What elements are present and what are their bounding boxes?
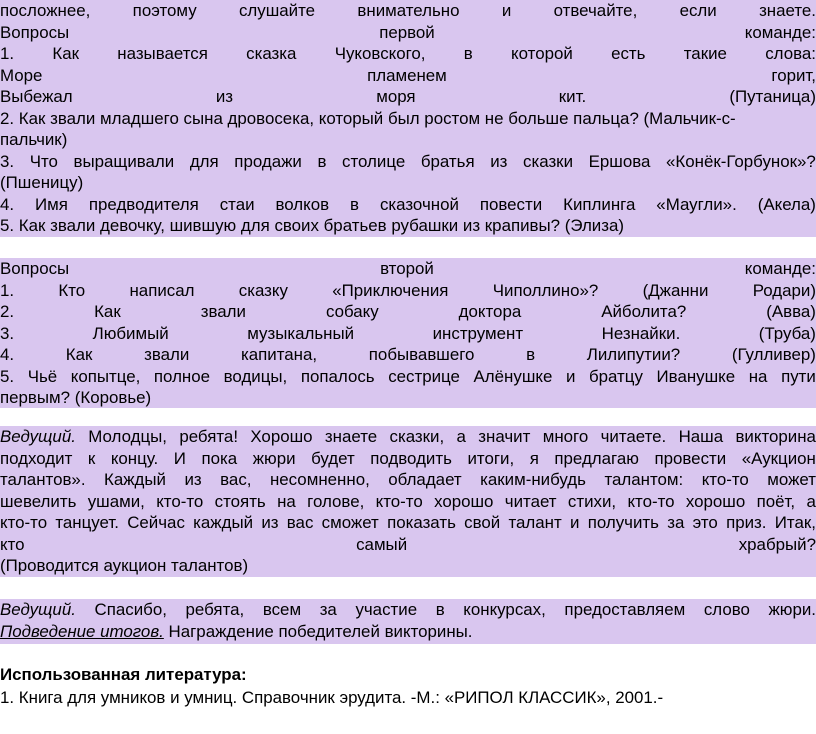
word: Как <box>52 44 79 63</box>
word: Спасибо, <box>94 600 167 619</box>
word: команде: <box>744 22 816 42</box>
word: кто-то <box>156 491 204 511</box>
word: копытце, <box>70 366 141 386</box>
word: пути <box>781 366 816 386</box>
word: братцу <box>588 366 643 386</box>
word: викторина <box>735 427 816 446</box>
word: итоги, <box>467 448 515 468</box>
word: доктора <box>458 302 522 321</box>
word: каждый <box>193 513 254 532</box>
word: это <box>692 513 718 532</box>
word: жюри <box>252 448 296 468</box>
word: «Приключения <box>332 280 449 300</box>
word: концу. <box>110 448 159 468</box>
word: «Конёк-Горбунок»? <box>666 151 816 171</box>
word: побывавшего <box>368 345 475 364</box>
word: знаете <box>324 427 378 446</box>
word: на <box>277 491 296 511</box>
word: много <box>542 427 589 446</box>
word: (Авва) <box>766 302 816 321</box>
word: сможет <box>321 513 379 532</box>
summary-label: Подведение итогов. <box>0 621 164 641</box>
text-line: первым? (Коровье) <box>0 388 152 407</box>
word: Хорошо <box>250 427 313 446</box>
word: самый <box>356 534 408 554</box>
word: Чиполлино»? <box>492 280 599 300</box>
word: Ершова <box>588 151 651 171</box>
word: и <box>565 366 576 386</box>
word: показать <box>387 513 456 532</box>
word: 3. <box>0 323 15 343</box>
word: 1. <box>0 280 15 300</box>
word: значит <box>478 427 531 446</box>
word: голове, <box>307 491 365 511</box>
word: сказку <box>238 280 288 300</box>
word: подводить <box>370 448 452 468</box>
word: Родари) <box>752 280 816 300</box>
word: в <box>463 44 473 63</box>
word: талантом: <box>604 470 684 489</box>
word: талант <box>508 513 562 532</box>
word: вас, <box>220 470 252 489</box>
word: есть <box>611 44 646 63</box>
text-line: пальчик) <box>0 130 68 149</box>
word: знаете. <box>759 1 816 20</box>
word: стаи <box>219 194 255 214</box>
word: сестрице <box>388 366 460 386</box>
word: второй <box>380 259 434 278</box>
word: из <box>490 151 508 171</box>
word: кто <box>0 534 25 554</box>
word: слушайте <box>238 1 316 20</box>
word: пока <box>201 448 238 468</box>
word: хорошо <box>685 491 746 511</box>
word: провести <box>654 448 727 468</box>
text-line <box>0 280 816 302</box>
word: сказочной <box>379 194 459 214</box>
word: Незнайки. <box>601 323 681 343</box>
text-line <box>0 512 816 534</box>
word: жюри. <box>768 600 816 619</box>
word: «Аукцион <box>741 448 816 468</box>
word: кит. <box>558 87 587 106</box>
word: Имя <box>35 194 68 214</box>
text-line <box>0 344 816 366</box>
word: читаете. <box>600 427 667 446</box>
word: а <box>806 491 816 511</box>
text-line <box>0 323 816 345</box>
word: получить <box>587 513 659 532</box>
word: вас <box>286 513 314 532</box>
word: каким-нибудь <box>480 470 586 489</box>
word: Вопросы <box>0 22 70 42</box>
word: Что <box>29 151 58 171</box>
word: (Акела) <box>757 194 816 214</box>
word: полное <box>153 366 211 386</box>
word: кто-то <box>701 470 749 489</box>
word: внимательно <box>357 1 460 20</box>
word: столице <box>342 151 406 171</box>
word: «Маугли». <box>656 194 737 214</box>
word: такие <box>683 44 727 63</box>
text-line <box>0 22 816 44</box>
text-line <box>0 151 816 173</box>
word: волков <box>275 194 330 214</box>
word: предоставляем <box>564 600 686 619</box>
word: к <box>87 448 96 468</box>
word: ребята! <box>179 427 239 446</box>
text-line: 5. Как звали девочку, шившую для своих братьев рубашки из крапивы? (Элиза) <box>0 216 624 235</box>
text-line <box>0 258 816 280</box>
word: Выбежал <box>0 87 73 106</box>
word: пламенем <box>367 65 447 85</box>
word: сказки, <box>389 427 445 446</box>
word: моря <box>376 87 416 106</box>
word: подходит <box>0 448 73 468</box>
text-line <box>0 469 816 491</box>
word: Море <box>0 65 43 85</box>
word: конкурсах, <box>463 600 546 619</box>
word: 3. <box>0 151 15 171</box>
word: 5. <box>0 366 15 386</box>
word: и <box>570 513 580 532</box>
word: а <box>456 427 466 446</box>
speaker-label: Ведущий. <box>0 600 76 619</box>
word: в <box>526 345 536 364</box>
word: капитана, <box>241 345 318 364</box>
word: танцует. <box>55 513 119 532</box>
word: горит, <box>771 65 816 85</box>
text-line <box>0 426 816 448</box>
word: из <box>261 513 279 532</box>
word: инструмент <box>432 323 524 343</box>
word: сказка <box>246 44 297 63</box>
word: звали <box>144 345 190 364</box>
word: Вопросы <box>0 259 70 278</box>
word: попалось <box>300 366 375 386</box>
word: Алёнушке <box>473 366 553 386</box>
word: Лилипутии? <box>586 345 681 364</box>
text-line <box>0 65 816 87</box>
word: предлагаю <box>554 448 639 468</box>
word: Чьё <box>27 366 58 386</box>
word: (Джанни <box>642 280 709 300</box>
word: стоять <box>214 491 266 511</box>
word: в <box>350 194 360 214</box>
text-line <box>0 448 816 470</box>
word: талантов». <box>0 470 86 489</box>
word: ребята, <box>185 600 245 619</box>
word: будет <box>311 448 355 468</box>
word: Айболита? <box>601 302 687 321</box>
text-line <box>0 0 816 22</box>
word: кто-то <box>375 491 423 511</box>
word: Наша <box>678 427 724 446</box>
word: звали <box>200 302 246 321</box>
word: я <box>529 448 539 468</box>
word: первой <box>379 22 435 42</box>
word: в <box>435 600 445 619</box>
word: ушами, <box>87 491 145 511</box>
word: если <box>679 1 717 20</box>
word: слова: <box>765 44 816 63</box>
word: Сейчас <box>127 513 185 532</box>
word: Киплинга <box>563 194 636 214</box>
word: свой <box>464 513 501 532</box>
word: храбрый? <box>738 534 816 554</box>
word: предводителя <box>88 194 199 214</box>
word: читает <box>504 491 557 511</box>
word: поэтому <box>132 1 197 20</box>
word: приз. <box>726 513 767 532</box>
literature-heading: Использованная литература: <box>0 665 247 684</box>
word: 1. <box>0 44 15 63</box>
word: из <box>215 87 234 106</box>
text-line: (Пшеницу) <box>0 173 84 192</box>
word: водицы, <box>223 366 288 386</box>
word: Как <box>94 302 121 321</box>
word: в <box>317 151 327 171</box>
word: Чуковского, <box>334 44 426 63</box>
word: написал <box>129 280 195 300</box>
word: хорошо <box>434 491 494 511</box>
word: шевелить <box>0 491 77 511</box>
word: Итак, <box>774 513 816 532</box>
word: стихи, <box>567 491 617 511</box>
text-line: (Проводится аукцион талантов) <box>0 556 249 575</box>
word: продажи <box>234 151 302 171</box>
word: 4. <box>0 345 15 364</box>
text-line <box>0 194 816 216</box>
word: команде: <box>744 259 816 278</box>
word: обладает <box>388 470 462 489</box>
word: и <box>501 1 512 20</box>
word: 4. <box>0 194 15 214</box>
word: И <box>173 448 186 468</box>
word: повести <box>479 194 543 214</box>
text-line <box>0 366 816 388</box>
text-line <box>0 86 816 108</box>
text-line <box>0 534 816 556</box>
word: на <box>748 366 768 386</box>
word: братья <box>420 151 475 171</box>
word: (Гулливер) <box>731 345 816 364</box>
word: которой <box>511 44 573 63</box>
word: слово <box>703 600 750 619</box>
word: выращивали <box>73 151 175 171</box>
word: за <box>319 600 337 619</box>
speaker-label: Ведущий. <box>0 427 76 446</box>
text-line <box>0 621 816 643</box>
word: кто-то <box>0 513 48 532</box>
word: из <box>184 470 202 489</box>
text-line <box>0 491 816 513</box>
word: Каждый <box>104 470 166 489</box>
text-run: Награждение победителей викторины. <box>168 621 473 641</box>
word: несомненно, <box>269 470 370 489</box>
word: за <box>667 513 685 532</box>
text-line <box>0 301 816 323</box>
word: собаку <box>325 302 379 321</box>
word: участие <box>355 600 418 619</box>
word: Как <box>65 345 93 364</box>
text-line <box>0 599 816 621</box>
word: (Путаница) <box>729 87 816 106</box>
word: Молодцы, <box>88 427 167 446</box>
word: посложнее, <box>0 1 91 20</box>
text-line: 2. Как звали младшего сына дровосека, который был ростом не больше пальца? (Мальчик-с- <box>0 108 736 128</box>
word: поёт, <box>756 491 796 511</box>
word: кто-то <box>627 491 675 511</box>
word: Любимый <box>92 323 169 343</box>
text-line <box>0 43 816 65</box>
word: Кто <box>58 280 86 300</box>
literature-item: 1. Книга для умников и умниц. Справочник эрудита. -М.: «РИПОЛ КЛАССИК», 2001.- <box>0 688 664 707</box>
word: может <box>767 470 816 489</box>
word: всем <box>262 600 302 619</box>
word: Иванушке <box>656 366 736 386</box>
word: для <box>189 151 219 171</box>
word: называется <box>117 44 208 63</box>
word: (Труба) <box>758 323 816 343</box>
word: 2. <box>0 302 15 321</box>
word: отвечайте, <box>553 1 638 20</box>
word: музыкальный <box>247 323 355 343</box>
word: сказки <box>523 151 574 171</box>
